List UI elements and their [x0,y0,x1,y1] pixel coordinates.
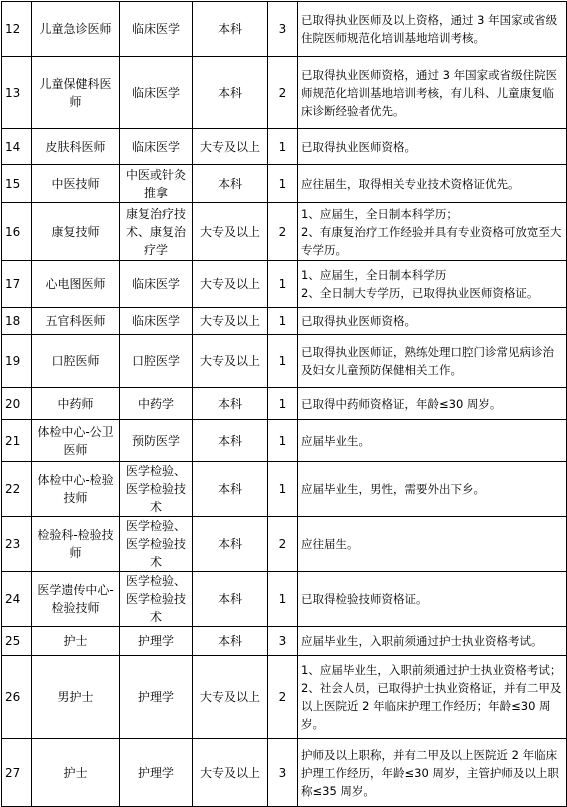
row-number: 14 [2,129,32,165]
education: 本科 [193,572,268,627]
post-name: 儿童急诊医师 [32,2,120,57]
table-row [2,462,567,517]
row-number: 12 [2,2,32,57]
major: 医学检验、医学检验技术 [120,517,193,572]
post-name: 体检中心-检验技师 [32,462,120,517]
requirements [298,517,567,572]
major: 护理学 [120,739,193,807]
requirements [298,739,567,807]
requirement-line: 1、应届毕业生，入职前须通过护士执业资格考试； [301,663,562,677]
row-number: 17 [2,261,32,308]
major: 临床医学 [120,261,193,308]
requirement-line: 已取得执业医师资格，通过 3 年国家或省级住院医师规范化培训基地培训考核，有儿科、儿童康复临床诊断经验者优先。 [301,67,558,118]
education: 本科 [193,57,268,129]
major: 医学检验、医学检验技术 [120,572,193,627]
table-row [2,572,567,627]
major: 口腔医学 [120,335,193,388]
table-row [2,627,567,656]
requirement-line: 2、社会人员，已取得护士执业资格证，并有二甲及以上医院近 2 年临床护理工作经历；年龄≤30 周岁。 [301,681,562,731]
requirements [298,308,567,335]
education: 本科 [193,388,268,420]
table-row [2,656,567,739]
major: 医学检验、医学检验技术 [120,462,193,517]
education: 本科 [193,420,268,462]
education: 大专及以上 [193,203,268,261]
major: 临床医学 [120,2,193,57]
headcount: 1 [268,462,298,517]
major: 康复治疗技术、康复治疗学 [120,203,193,261]
row-number: 20 [2,388,32,420]
headcount: 1 [268,388,298,420]
requirement-line: 护师及以上职称，并有二甲及以上医院近 2 年临床护理工作经历，年龄≤30 周岁，主管护师及以上职称≤35 周岁。 [301,747,559,798]
requirement-line: 已取得执业医师证，熟练处理口腔门诊常见病诊治及妇女儿童预防保健相关工作。 [301,345,554,377]
requirements [298,2,567,57]
requirement-line: 已取得执业医师及以上资格，通过 3 年国家或省级住院医师规范化培训基地培训考核。 [301,13,558,45]
requirements [298,203,567,261]
headcount: 1 [268,129,298,165]
requirement-line: 应届毕业生，男性，需要外出下乡。 [301,482,485,496]
post-name: 五官科医师 [32,308,120,335]
post-name: 男护士 [32,656,120,739]
requirement-line: 2、全日制大专学历，已取得执业医师资格证。 [301,286,539,300]
education: 大专及以上 [193,308,268,335]
major: 预防医学 [120,420,193,462]
row-number: 24 [2,572,32,627]
post-name: 护士 [32,739,120,807]
post-name: 心电图医师 [32,261,120,308]
post-name: 口腔医师 [32,335,120,388]
major: 护理学 [120,627,193,656]
table-row [2,57,567,129]
requirement-line: 已取得执业医师资格。 [301,314,416,328]
requirement-line: 应届毕业生，入职前须通过护士执业资格考试。 [301,634,543,648]
education: 本科 [193,2,268,57]
post-name: 中药师 [32,388,120,420]
education: 大专及以上 [193,129,268,165]
requirements [298,388,567,420]
major: 中医或针灸推拿 [120,165,193,203]
table-row [2,739,567,807]
headcount: 2 [268,517,298,572]
post-name: 医学遗传中心-检验技师 [32,572,120,627]
requirements [298,335,567,388]
requirement-line: 2、有康复治疗工作经验并具有专业资格可放宽至大专学历。 [301,224,562,257]
table-row [2,129,567,165]
headcount: 1 [268,572,298,627]
requirement-line: 1、应届生，全日制本科学历； [301,206,458,221]
post-name: 康复技师 [32,203,120,261]
post-name: 儿童保健科医师 [32,57,120,129]
row-number: 21 [2,420,32,462]
headcount: 1 [268,165,298,203]
row-number: 23 [2,517,32,572]
education: 大专及以上 [193,335,268,388]
row-number: 22 [2,462,32,517]
requirements [298,462,567,517]
requirement-line: 已取得执业医师资格。 [301,139,416,154]
requirement-line: 应往届生。 [301,537,359,551]
table-row [2,165,567,203]
row-number: 26 [2,656,32,739]
row-number: 27 [2,739,32,807]
headcount: 2 [268,57,298,129]
table-row [2,420,567,462]
row-number: 19 [2,335,32,388]
education: 本科 [193,462,268,517]
table-row [2,308,567,335]
requirements [298,129,567,165]
major: 护理学 [120,656,193,739]
headcount: 1 [268,335,298,388]
education: 大专及以上 [193,261,268,308]
headcount: 3 [268,739,298,807]
requirement-line: 1、应届生，全日制本科学历 [301,268,447,282]
education: 本科 [193,627,268,656]
requirements [298,165,567,203]
requirement-line: 已取得检验技师资格证。 [301,592,428,606]
requirements [298,261,567,308]
headcount: 1 [268,420,298,462]
post-name: 护士 [32,627,120,656]
post-name: 体检中心-公卫医师 [32,420,120,462]
headcount: 3 [268,2,298,57]
headcount: 3 [268,627,298,656]
education: 大专及以上 [193,739,268,807]
major: 临床医学 [120,129,193,165]
row-number: 18 [2,308,32,335]
requirements [298,420,567,462]
headcount: 1 [268,308,298,335]
row-number: 13 [2,57,32,129]
requirement-line: 应往届生，取得相关专业技术资格证优先。 [301,176,520,191]
education: 大专及以上 [193,656,268,739]
major: 临床医学 [120,308,193,335]
requirements [298,627,567,656]
row-number: 25 [2,627,32,656]
headcount: 1 [268,261,298,308]
major: 临床医学 [120,57,193,129]
requirements [298,572,567,627]
table-row [2,335,567,388]
requirement-line: 应届毕业生。 [301,433,370,448]
education: 本科 [193,517,268,572]
table-body [2,2,567,807]
table-row [2,388,567,420]
education: 本科 [193,165,268,203]
row-number: 16 [2,203,32,261]
table-row [2,203,567,261]
table-row [2,2,567,57]
major: 中药学 [120,388,193,420]
table-row [2,261,567,308]
table-row [2,517,567,572]
post-name: 中医技师 [32,165,120,203]
recruitment-table [1,1,567,807]
requirements [298,57,567,129]
requirement-line: 已取得中药师资格证，年龄≤30 周岁。 [301,396,502,411]
headcount: 2 [268,203,298,261]
post-name: 皮肤科医师 [32,129,120,165]
requirements [298,656,567,739]
headcount: 2 [268,656,298,739]
post-name: 检验科-检验技师 [32,517,120,572]
row-number: 15 [2,165,32,203]
